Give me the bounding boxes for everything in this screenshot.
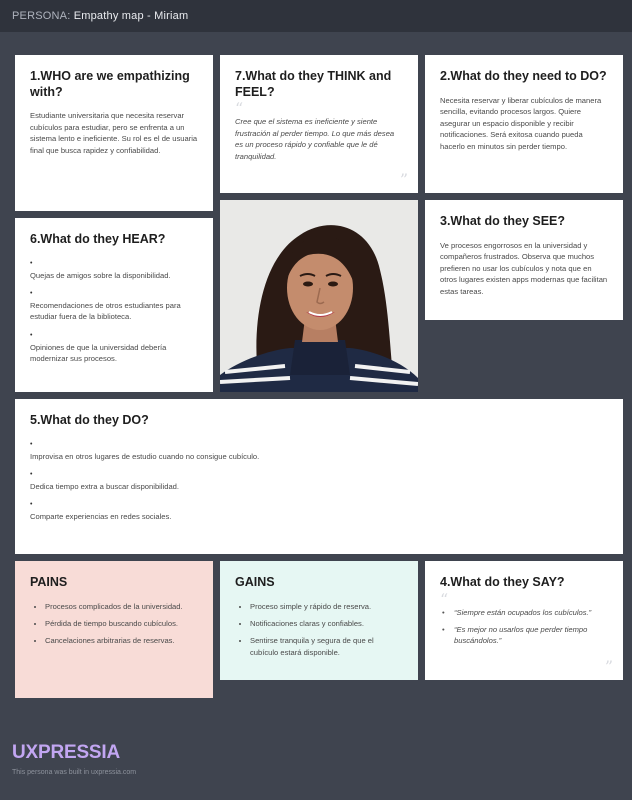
- card-do: [15, 399, 623, 554]
- card-think-title: 7.What do they THINK and FEEL?: [235, 69, 392, 99]
- card-say-title: 4.What do they SAY?: [440, 575, 565, 589]
- list-item: • Opiniones de que la universidad debería modernizar sus procesos.: [30, 330, 198, 365]
- card-think: [220, 55, 418, 193]
- card-do-title: 5.What do they DO?: [30, 413, 149, 427]
- list-item: • Quejas de amigos sobre la disponibilidad.: [30, 258, 198, 281]
- top-bar: [0, 0, 632, 32]
- card-who-text: Estudiante universitaria que necesita reservar cubículos para estudiar, pero se enfrenta a un sistema lento e ineficiente. Su rol es el de usuaria final que busca rapidez y confiabilidad.: [30, 111, 198, 155]
- list-item: • Notificaciones claras y confiables.: [250, 618, 403, 629]
- card-hear: [15, 218, 213, 392]
- hear-list: [30, 258, 198, 365]
- pains-list: [30, 601, 198, 647]
- page-title: Empathy map - Miriam: [73, 10, 189, 22]
- card-gains: [220, 561, 418, 680]
- card-think-text: Cree que el sistema es ineficiente y siente frustración al perder tiempo. Lo que más desea es un proceso rápido y confiable que le dé tranquilidad.: [235, 117, 395, 161]
- card-need: [425, 55, 623, 193]
- quote-open-icon: “: [440, 589, 449, 609]
- list-item: • “Es mejor no usarlos que perder tiempo buscándolos.”: [440, 624, 608, 647]
- persona-portrait-image: [220, 200, 418, 392]
- list-item: • Sentirse tranquila y segura de que el cubículo estará disponible.: [250, 635, 403, 658]
- list-item: • Comparte experiencias en redes sociales.: [30, 499, 608, 522]
- list-item: • Proceso simple y rápido de reserva.: [250, 601, 403, 612]
- card-hear-title: 6.What do they HEAR?: [30, 232, 166, 246]
- footer-note: This persona was built in uxpressia.com: [12, 769, 137, 776]
- card-see-title: 3.What do they SEE?: [440, 214, 566, 228]
- card-see: [425, 200, 623, 320]
- quote-close-icon: ”: [399, 170, 408, 189]
- list-item: • Procesos complicados de la universidad.: [45, 601, 198, 612]
- list-item: • Pérdida de tiempo buscando cubículos.: [45, 618, 198, 629]
- card-gains-title: GAINS: [235, 575, 275, 589]
- bullet-icon: •: [30, 259, 33, 267]
- card-need-text: Necesita reservar y liberar cubículos de manera sencilla, evitando procesos largos. Quiere asegurar un espacio disponible y recibir notificaciones. Será exitosa cuando pueda hacerlo en minutos sin perder tiempo.: [440, 95, 602, 151]
- quote-open-icon: “: [235, 99, 244, 119]
- list-item: • Cancelaciones arbitrarias de reservas.: [45, 635, 198, 646]
- list-item: • Improvisa en otros lugares de estudio cuando no consigue cubículo.: [30, 439, 608, 462]
- persona-photo: [220, 200, 418, 392]
- list-item: • Dedica tiempo extra a buscar disponibilidad.: [30, 469, 608, 492]
- card-who-title: 1.WHO are we empathizing with?: [30, 69, 190, 99]
- bullet-icon: •: [30, 290, 33, 298]
- list-item: • “Siempre están ocupados los cubículos.”: [440, 607, 608, 618]
- card-pains-title: PAINS: [30, 575, 68, 589]
- header-prefix: PERSONA:: [12, 10, 71, 22]
- card-pains: [15, 561, 213, 698]
- bullet-icon: •: [30, 331, 33, 339]
- brand-logo[interactable]: UXPRESSIA: [12, 742, 121, 763]
- card-see-text: Ve procesos engorrosos en la universidad y compañeros frustrados. Observa que muchos prefieren no usar los cubículos y nota que en otros lugares existen apps modernas que facilitan estas tareas.: [440, 240, 608, 296]
- do-list: [30, 439, 608, 523]
- list-item: • Recomendaciones de otros estudiantes para estudiar fuera de la biblioteca.: [30, 288, 198, 323]
- gains-list: [235, 601, 403, 659]
- say-list: [440, 607, 608, 647]
- bullet-icon: •: [30, 471, 33, 479]
- bullet-icon: •: [30, 501, 33, 509]
- card-need-title: 2.What do they need to DO?: [440, 69, 607, 83]
- card-say: [425, 561, 623, 680]
- card-who: [15, 55, 213, 211]
- bullet-icon: •: [30, 440, 33, 448]
- quote-close-icon: ”: [604, 657, 613, 676]
